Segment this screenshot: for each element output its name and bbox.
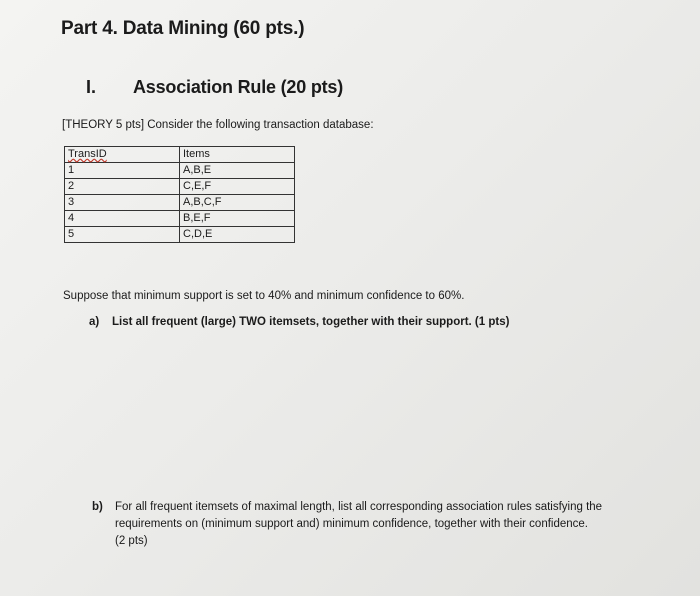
question-a-text: List all frequent (large) TWO itemsets, together with their support. (1 pts) [112,316,510,328]
table-row [65,195,295,211]
table-header-row [65,147,295,163]
cell-items: B,E,F [180,211,295,227]
cell-transid: 1 [65,163,180,179]
question-a-label: a) [89,316,100,328]
page-title: Part 4. Data Mining (60 pts.) [61,18,305,39]
header-transid: TransID [65,147,180,163]
support-confidence-statement: Suppose that minimum support is set to 40% and minimum confidence to 60%. [63,290,465,302]
question-b-line: requirements on (minimum support and) minimum confidence, together with their confidence. [115,518,588,530]
cell-transid: 5 [65,227,180,243]
cell-items: A,B,C,F [180,195,295,211]
cell-items: C,D,E [180,227,295,243]
transaction-table [64,146,295,243]
section-title: Association Rule (20 pts) [133,77,344,97]
section-number: I. [86,77,97,97]
cell-items: C,E,F [180,179,295,195]
theory-instruction: [THEORY 5 pts] Consider the following transaction database: [62,119,374,131]
cell-transid: 3 [65,195,180,211]
cell-items: A,B,E [180,163,295,179]
question-b-label: b) [92,501,103,513]
table-row [65,179,295,195]
table-row [65,227,295,243]
cell-transid: 4 [65,211,180,227]
table-row [65,211,295,227]
table-row [65,163,295,179]
cell-transid: 2 [65,179,180,195]
header-items: Items [180,147,295,163]
question-b-line: (2 pts) [115,535,148,547]
question-b-line: For all frequent itemsets of maximal length, list all corresponding association rules satisfying the [115,501,603,513]
